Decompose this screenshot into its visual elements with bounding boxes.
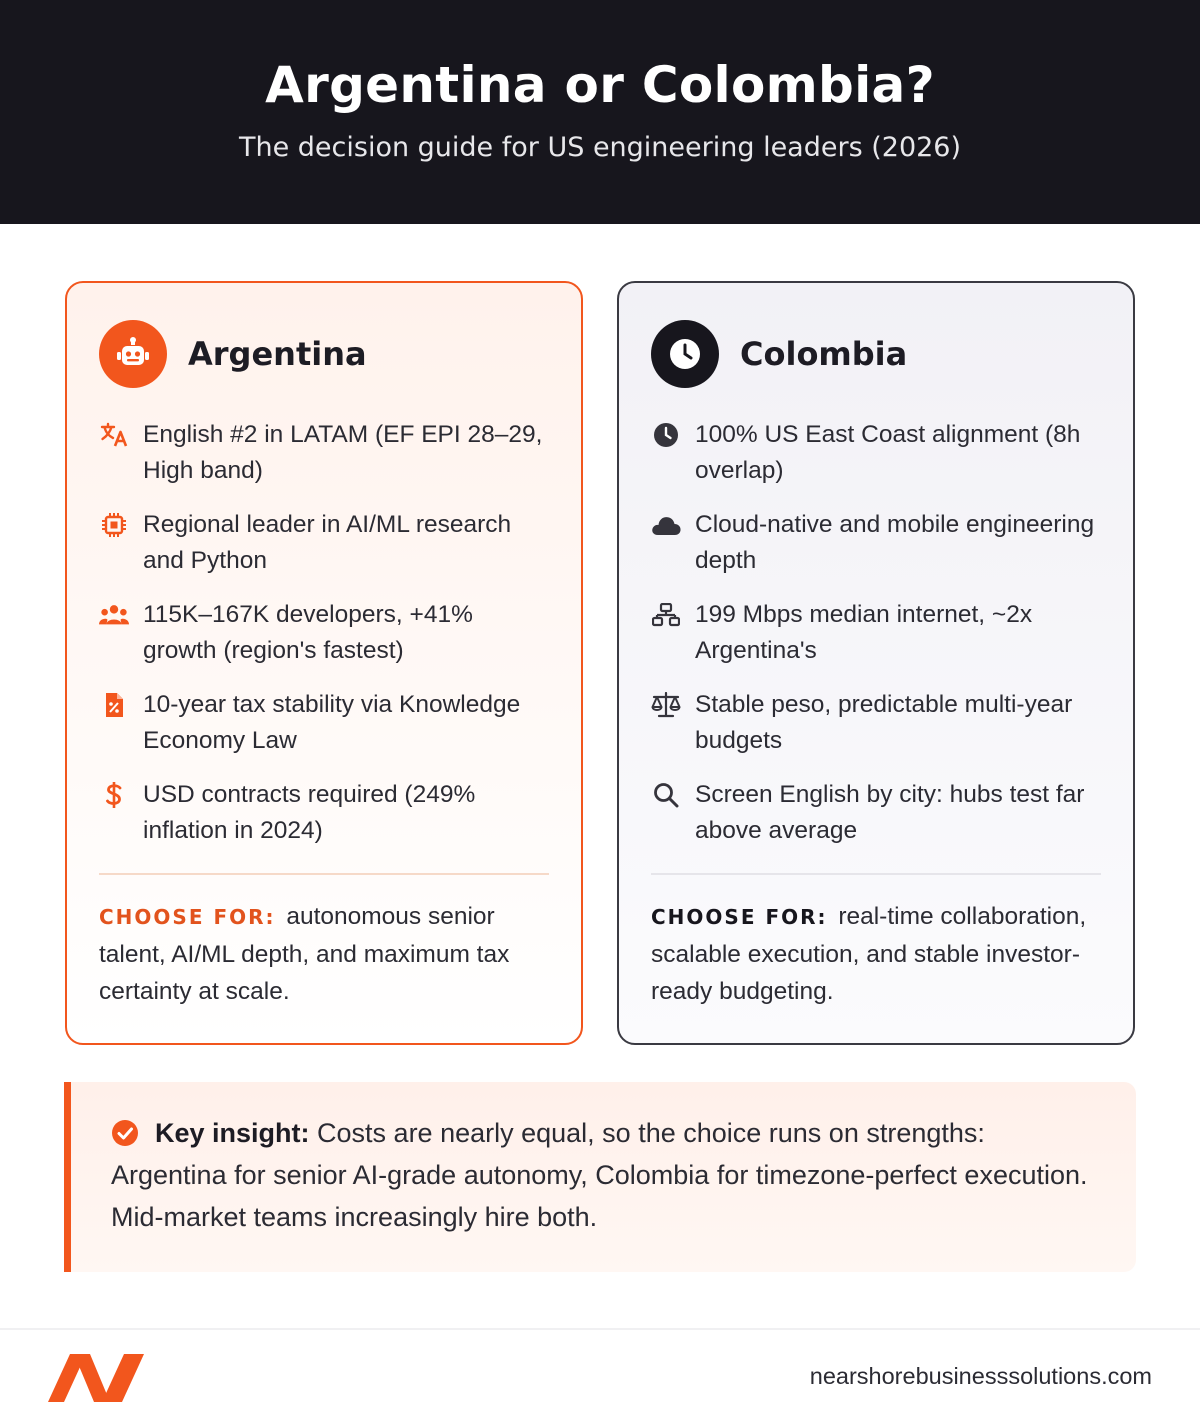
network-icon <box>651 597 681 633</box>
choose-for-text: real-time collaboration, scalable execution, and stable investor-ready budgeting. <box>651 903 1087 1005</box>
list-item-text: Cloud-native and mobile engineering depth <box>695 511 1095 574</box>
document-icon <box>99 687 129 723</box>
colombia-choose-for <box>651 898 1105 1010</box>
page-title: Argentina or Colombia? <box>265 56 935 114</box>
colombia-card-header <box>651 319 1101 389</box>
search-icon <box>651 777 681 813</box>
page-subtitle: The decision guide for US engineering leaders (2026) <box>238 132 962 163</box>
list-item-text: 115K–167K developers, +41% growth (region's fastest) <box>143 601 473 664</box>
choose-for-label: CHOOSE FOR: <box>99 905 276 929</box>
list-item-text: Screen English by city: hubs test far above average <box>695 781 1085 844</box>
list-item-text: 100% US East Coast alignment (8h overlap) <box>695 421 1081 484</box>
list-item <box>99 687 549 759</box>
list-item-text: Stable peso, predictable multi-year budgets <box>695 691 1073 754</box>
list-item <box>99 777 549 849</box>
list-item <box>651 507 1101 579</box>
scale-icon <box>651 687 681 723</box>
chip-icon <box>99 507 129 543</box>
colombia-title: Colombia <box>740 335 908 373</box>
list-item <box>99 597 549 669</box>
colombia-items <box>651 417 1101 849</box>
dollar-icon <box>99 777 129 813</box>
clock-icon <box>651 417 681 453</box>
list-item <box>651 777 1101 849</box>
choose-for-text: autonomous senior talent, AI/ML depth, and maximum tax certainty at scale. <box>99 903 510 1005</box>
choose-for-label: CHOOSE FOR: <box>651 905 828 929</box>
list-item <box>651 597 1101 669</box>
list-item <box>651 687 1101 759</box>
colombia-card <box>617 281 1135 1045</box>
key-insight-text: Costs are nearly equal, so the choice runs on strengths: Argentina for senior AI-grade autonomy, Colombia for timezone-perfect execution. Mid-market teams increasingly hire both. <box>111 1118 1088 1232</box>
key-insight-callout <box>64 1082 1136 1272</box>
header-banner <box>0 0 1200 224</box>
ns-logo-icon <box>48 1352 146 1404</box>
check-circle-icon <box>111 1117 139 1145</box>
robot-icon <box>99 320 167 388</box>
argentina-choose-for <box>99 898 553 1010</box>
argentina-card <box>65 281 583 1045</box>
key-insight-paragraph <box>111 1112 1096 1238</box>
list-item-text: Regional leader in AI/ML research and Python <box>143 511 512 574</box>
footer-divider <box>0 1328 1200 1330</box>
list-item-text: 10-year tax stability via Knowledge Economy Law <box>143 691 521 754</box>
cloud-icon <box>651 507 681 543</box>
list-item <box>99 507 549 579</box>
list-item-text: USD contracts required (249% inflation in 2024) <box>143 781 476 844</box>
list-item-text: 199 Mbps median internet, ~2x Argentina's <box>695 601 1033 664</box>
key-insight-label: Key insight: <box>155 1118 310 1148</box>
argentina-items <box>99 417 549 849</box>
clock-icon <box>651 320 719 388</box>
translate-icon <box>99 417 129 453</box>
website-link[interactable]: nearshorebusinesssolutions.com <box>809 1363 1152 1389</box>
list-item <box>99 417 549 489</box>
argentina-title: Argentina <box>188 335 367 373</box>
argentina-card-header <box>99 319 549 389</box>
list-item-text: English #2 in LATAM (EF EPI 28–29, High band) <box>143 421 543 484</box>
card-divider <box>99 873 549 875</box>
card-divider <box>651 873 1101 875</box>
list-item <box>651 417 1101 489</box>
people-icon <box>99 597 129 633</box>
